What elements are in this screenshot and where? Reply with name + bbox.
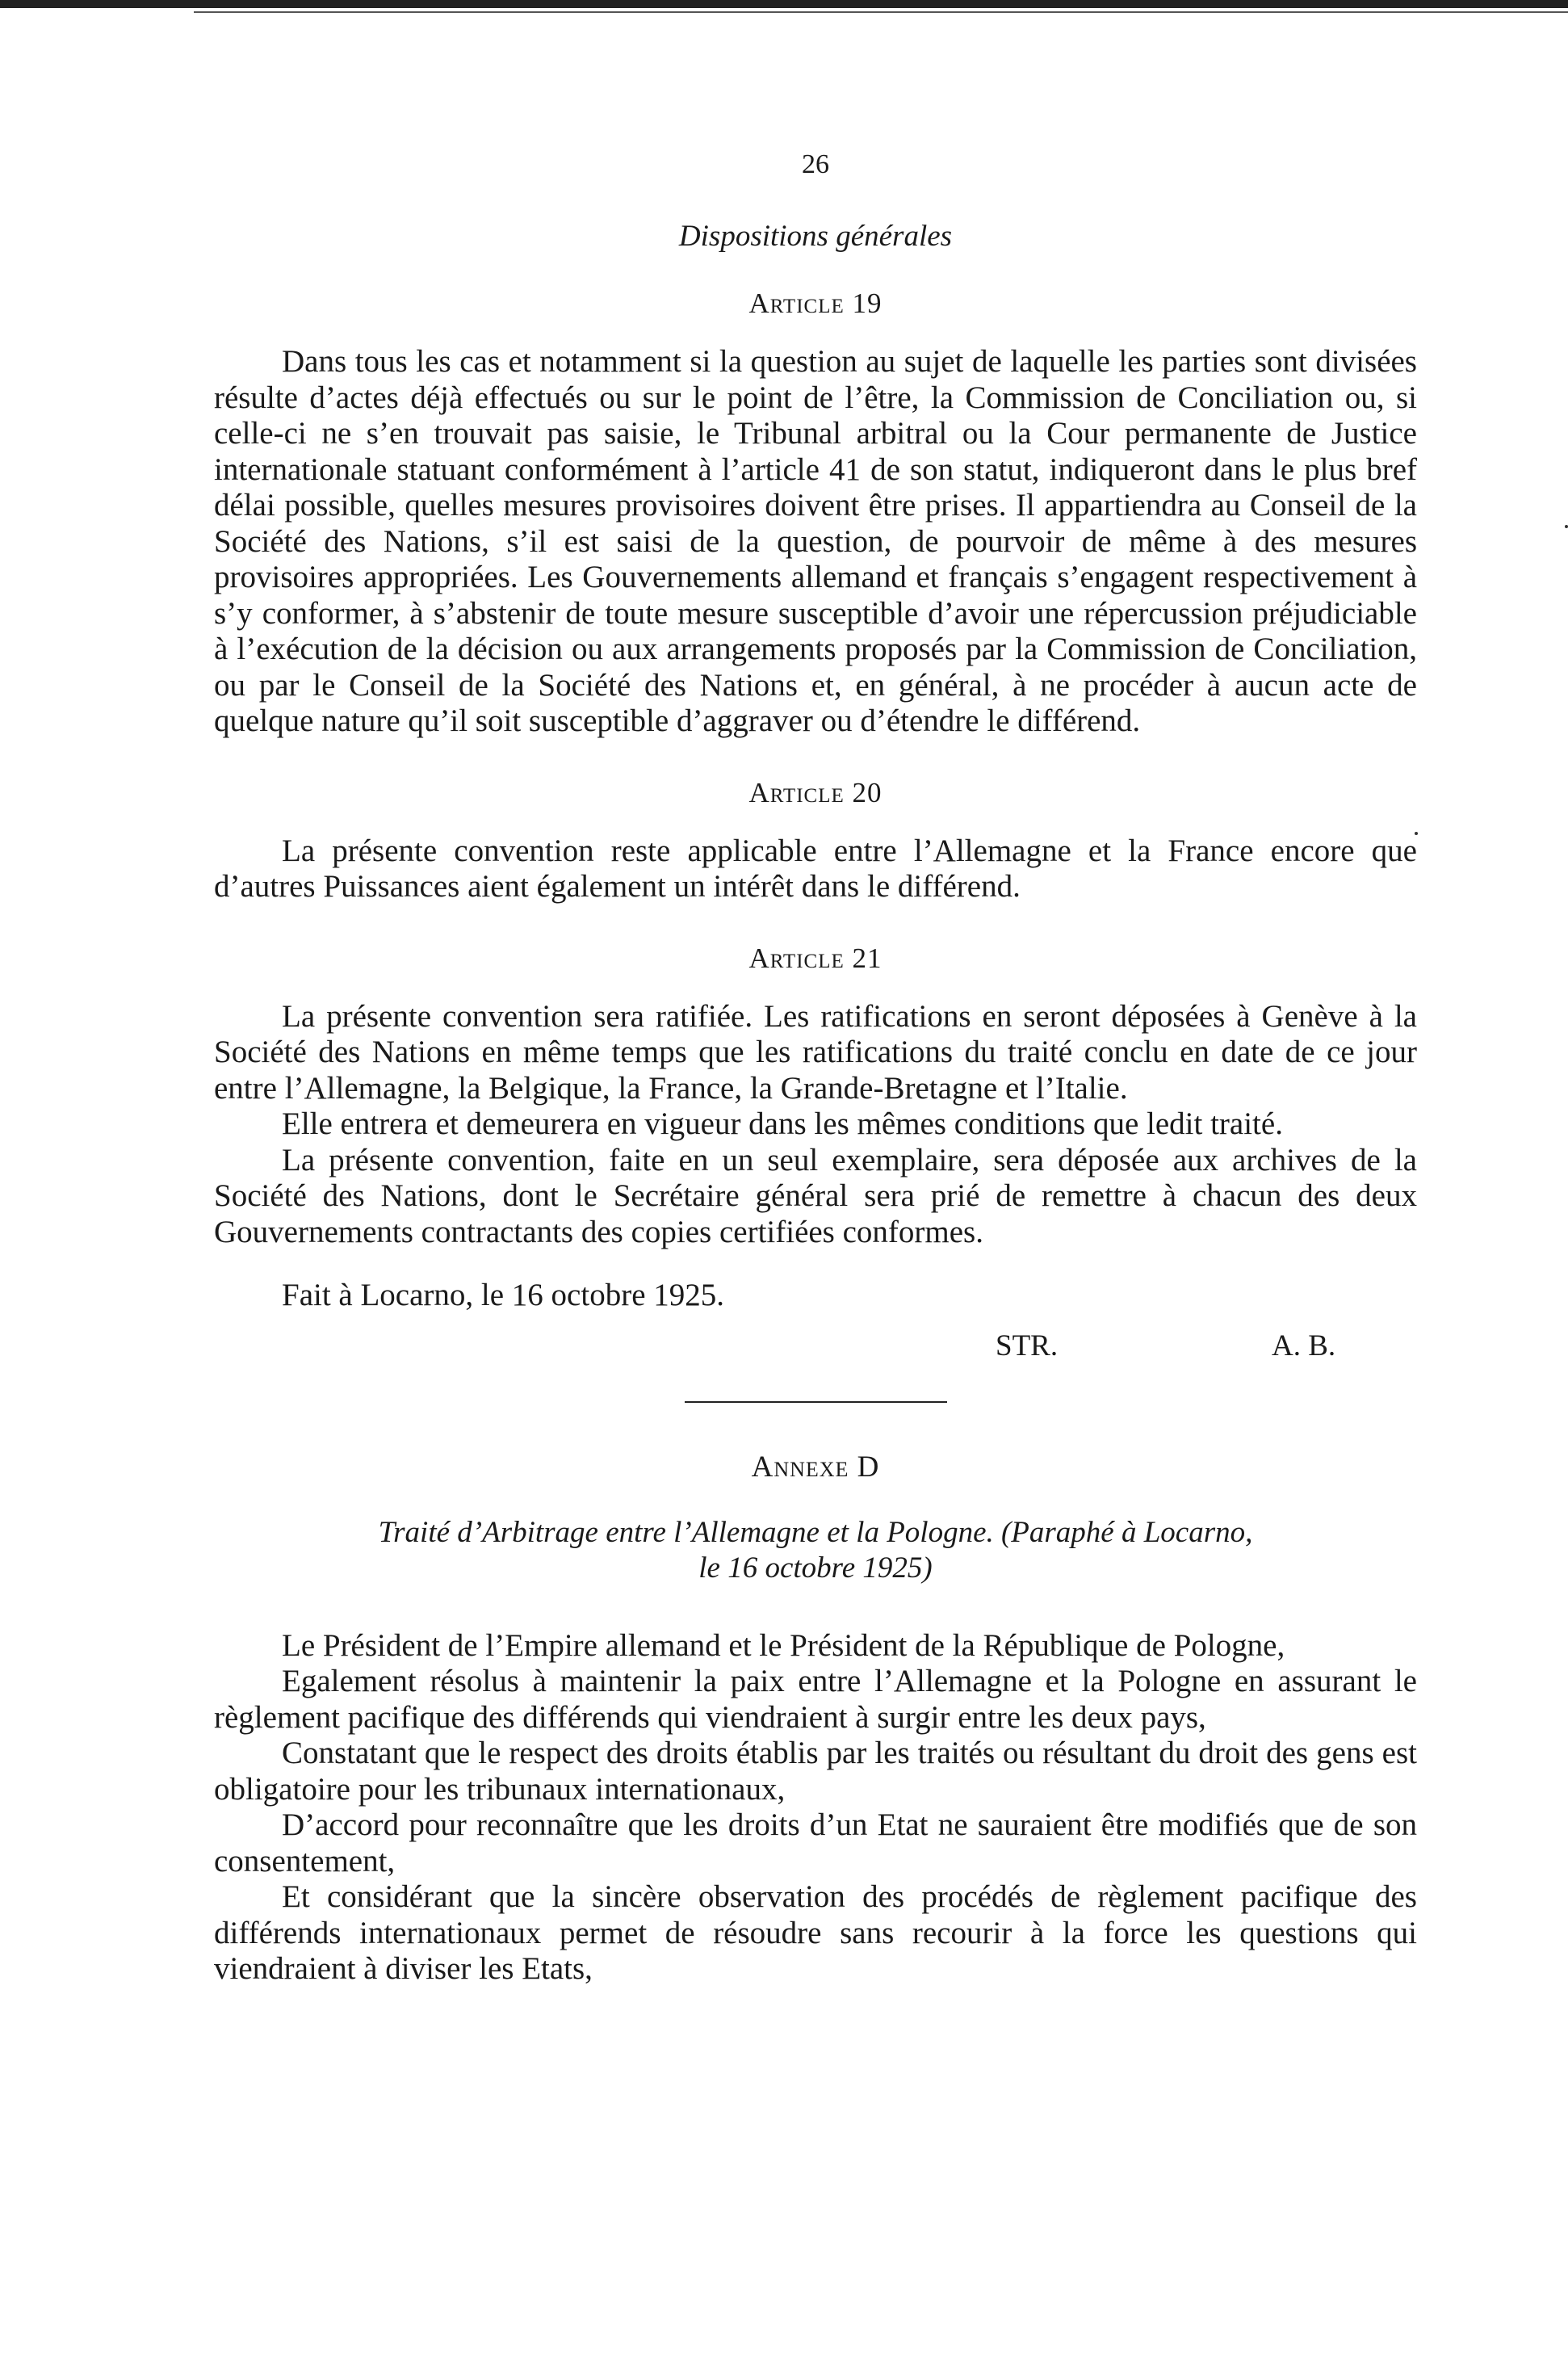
article-paragraph: Elle entrera et demeurera en vigueur dans les mêmes conditions que ledit traité. xyxy=(282,1106,1283,1141)
place-and-date: Fait à Locarno, le 16 octobre 1925. xyxy=(282,1278,724,1312)
top-border-rule-thin xyxy=(194,11,1568,13)
article-paragraph: La présente convention reste applicable entre l’Allemagne et la France encore que d’autres Puissances aient également un intérêt dans le différend. xyxy=(214,833,1417,904)
section-divider xyxy=(685,1401,947,1403)
margin-mark xyxy=(1565,525,1568,528)
preamble-paragraph: Constatant que le respect des droits établis par les traités ou résultant du droit des gens est obligatoire pour les tribunaux internationaux, xyxy=(214,1736,1417,1807)
signatures xyxy=(214,1329,1417,1369)
article-heading: Article 21 xyxy=(748,942,883,974)
article-heading: Article 19 xyxy=(748,288,883,319)
treaty-title-line: Traité d’Arbitrage entre l’Allemagne et la Pologne. (Paraphé à Locarno, xyxy=(378,1515,1253,1549)
article-paragraph: La présente convention sera ratifiée. Les ratifications en seront déposées à Genève à la Société des Nations en même temps que les ratifications du traité conclu en date de ce jour entre l’Allemagne, la Belgique, la France, la Grande-Bretagne et l’Italie. xyxy=(214,998,1417,1106)
preamble xyxy=(214,1628,1417,1988)
top-border-rule xyxy=(0,0,1568,8)
preamble-paragraph: D’accord pour reconnaître que les droits d’un Etat ne sauraient être modifiés que de son consentement, xyxy=(214,1807,1417,1879)
signature-str: STR. xyxy=(996,1329,1059,1362)
article-21 xyxy=(214,942,1417,1251)
treaty-title-line: le 16 octobre 1925) xyxy=(698,1551,933,1585)
article-paragraph: La présente convention, faite en un seul exemplaire, sera déposée aux archives de la Société des Nations, dont le Secrétaire général sera prié de remettre à chacun des deux Gouvernements contractants des copies certifiées conformes. xyxy=(214,1142,1417,1249)
page-number: 26 xyxy=(802,149,829,179)
section-title: Dispositions générales xyxy=(678,220,953,253)
article-paragraph: Dans tous les cas et notamment si la question au sujet de laquelle les parties sont divisées résulte d’actes déjà effectués ou sur le point de l’être, la Commission de Conciliation ou, si celle-ci ne s’en trouvait pas saisie, le Tribunal arbitral ou la Cour permanente de Justice internationale statuant conformément à l’article 41 de son statut, indiqueront dans le plus bref délai possible, quelles mesures provisoires doivent être prises. Il appartiendra au Conseil de la Société des Nations, s’il est saisi de la question, de pourvoir de même à des mesures provisoires appropriées. Les Gouvernements allemand et français s’engagent respectivement à s’y conformer, à s’abstenir de toute mesure susceptible d’avoir une répercussion préjudiciable à l’exécution de la décision ou aux arrangements proposés par la Commission de Conciliation, ou par le Conseil de la Société des Nations et, en général, à ne procéder à aucun acte de quelque nature qu’il soit susceptible d’aggraver ou d’étendre le différend. xyxy=(214,344,1417,738)
preamble-paragraph: Egalement résolus à maintenir la paix entre l’Allemagne et la Pologne en assurant le règlement pacifique des différends qui viendraient à surgir entre les deux pays, xyxy=(214,1664,1417,1735)
preamble-paragraph: Et considérant que la sincère observation des procédés de règlement pacifique des différends internationaux permet de résoudre sans recourir à la force les questions qui viendraient à diviser les Etats, xyxy=(214,1879,1417,1986)
article-20 xyxy=(214,777,1417,905)
article-heading: Article 20 xyxy=(748,776,883,808)
annex-heading: Annexe D xyxy=(751,1450,880,1484)
article-19 xyxy=(214,288,1417,740)
preamble-paragraph: Le Président de l’Empire allemand et le Président de la République de Pologne, xyxy=(282,1627,1285,1663)
document-page xyxy=(214,149,1417,1988)
signature-ab: A. B. xyxy=(1272,1329,1336,1362)
treaty-title xyxy=(214,1515,1417,1586)
